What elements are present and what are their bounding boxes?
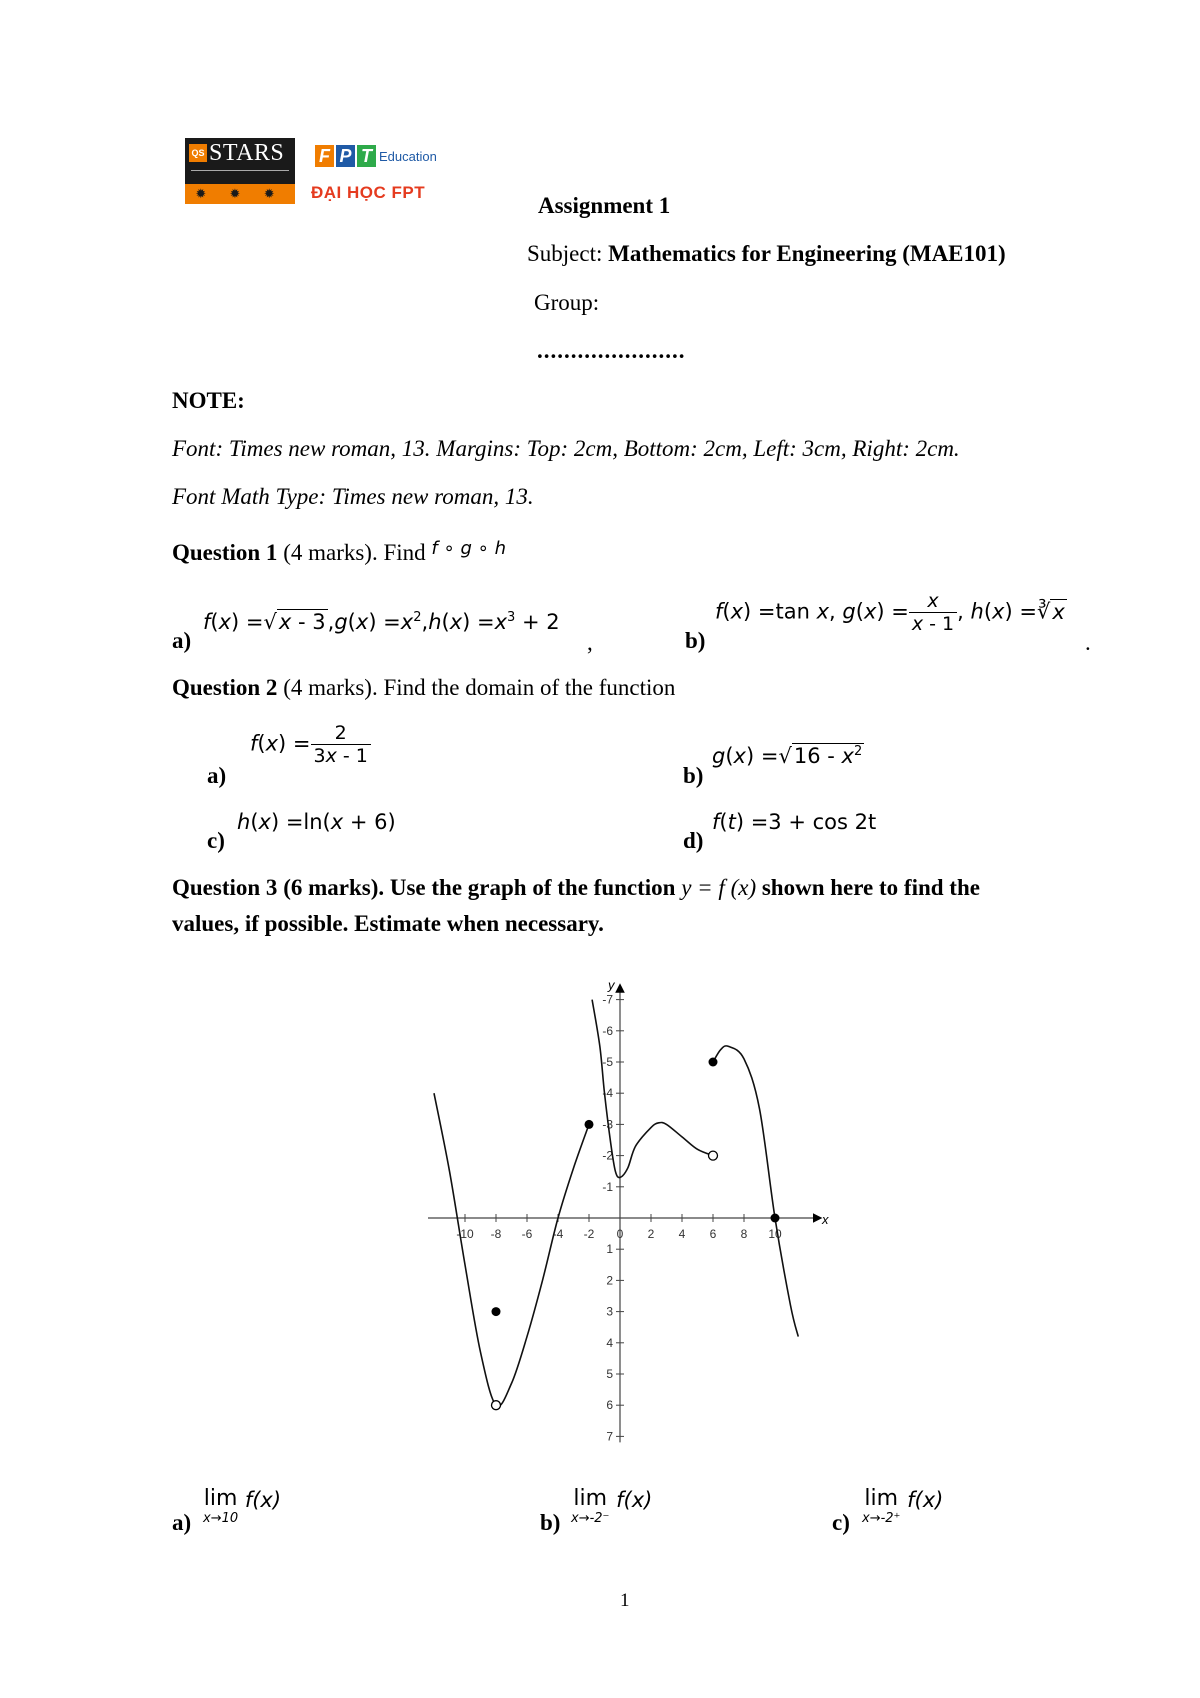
q3-c-label: c) [832, 1510, 850, 1535]
q3-c-limit: lim x→-2⁺ f(x) [862, 1486, 944, 1526]
y-tick-label: 5 [606, 1367, 613, 1381]
x-tick-label: 4 [678, 1227, 686, 1241]
y-axis-label: y [608, 977, 615, 993]
y-tick-label: 7 [606, 1429, 613, 1444]
fpt-education-label: Education [379, 149, 437, 164]
fpt-education-logo [311, 145, 455, 205]
qs-stars-logo [185, 138, 295, 204]
x-tick-label: -10 [456, 1227, 474, 1241]
q2-a-function: f(x) = $\frac{2}{3x - 1}$ [250, 722, 371, 767]
y-tick-label: -6 [602, 1023, 613, 1038]
stars-wordmark: STARS [209, 140, 285, 166]
open-point [492, 1401, 501, 1410]
composition-expr: f ∘ g ∘ h [431, 538, 506, 559]
x-tick-label: -8 [490, 1227, 502, 1241]
y-tick-label: -4 [602, 1086, 613, 1101]
q3-a-limit: lim x→10 f(x) [203, 1486, 282, 1526]
q2-c-label: c) [207, 828, 225, 853]
closed-point [709, 1058, 718, 1067]
q1-a-comma: , [587, 630, 593, 655]
q1-b-period: . [1085, 630, 1091, 655]
closed-point [492, 1307, 501, 1316]
fpt-letter-f: F [315, 145, 334, 167]
q1-a-label: a) [172, 628, 192, 653]
q3-a-label: a) [172, 1510, 192, 1535]
open-point [709, 1151, 718, 1160]
subject-value: Mathematics for Engineering (MAE101) [608, 241, 1006, 266]
page-number: 1 [620, 1590, 630, 1611]
stars-rating: ✹ ✹ ✹ [185, 184, 295, 204]
fpt-university-label: ĐẠI HỌC FPT [311, 183, 426, 202]
x-tick-label: 8 [740, 1227, 748, 1241]
function-graph [400, 960, 840, 1460]
question-2-heading: Question 2 (4 marks). Find the domain of the function [172, 675, 676, 700]
x-tick-label: -6 [521, 1227, 533, 1241]
note-heading: NOTE: [172, 388, 245, 413]
q3-b-label: b) [540, 1510, 561, 1535]
group-label: Group: [534, 290, 600, 315]
qs-badge: QS [189, 144, 207, 162]
y-tick-label: -5 [602, 1055, 613, 1069]
note-line-2: Font Math Type: Times new roman, 13. [172, 484, 534, 509]
question-1-heading: Question 1 (4 marks). Find $^{f \circ g \circ h}$ [172, 538, 506, 565]
fpt-letter-t: T [357, 145, 376, 167]
y-tick-label: -2 [602, 1148, 613, 1163]
x-tick-label: -4 [552, 1227, 564, 1241]
function-curve [713, 1046, 798, 1337]
y-tick-label: -3 [602, 1117, 613, 1132]
q2-d-function: f(t) =3 + cos 2t [712, 810, 877, 834]
x-tick-label: 10 [768, 1227, 782, 1241]
function-curve [434, 1093, 589, 1406]
x-tick-label: 6 [709, 1227, 717, 1241]
x-axis-label: x [822, 1212, 829, 1227]
x-tick-label: 2 [647, 1227, 655, 1241]
subject-line: Subject: Mathematics for Engineering (MAE101) [527, 241, 1006, 266]
q2-c-function: h(x) =ln(x + 6) [237, 810, 396, 834]
y-tick-label: 6 [606, 1398, 613, 1413]
function-notation: y = f (x) [681, 875, 757, 900]
y-tick-label: 4 [606, 1335, 613, 1350]
q2-b-label: b) [683, 763, 704, 788]
q1-a-functions: $f(x) =√x - 3,g(x) =x^2,h(x) =x^3 + 2$ [203, 610, 560, 634]
note-line-1: Font: Times new roman, 13. Margins: Top: 2cm, Bottom: 2cm, Left: 3cm, Right: 2cm. [172, 436, 960, 461]
y-tick-label: -1 [602, 1179, 613, 1194]
q2-b-function: $g(x) =√16 - x^2$ [712, 744, 863, 768]
q2-d-label: d) [683, 828, 704, 853]
fpt-letter-p: P [336, 145, 355, 167]
question-3-line-2: values, if possible. Estimate when necessary. [172, 911, 604, 936]
question-3-heading: Question 3 (6 marks). Use the graph of the function y = f (x) shown here to find the [172, 875, 980, 900]
y-tick-label: 1 [606, 1242, 613, 1257]
closed-point [585, 1120, 594, 1129]
group-blank: ...................... [537, 338, 686, 363]
y-tick-label: -7 [602, 992, 613, 1007]
assignment-title: Assignment 1 [538, 193, 671, 218]
q1-b-label: b) [685, 628, 706, 653]
x-tick-label: -2 [583, 1227, 595, 1241]
y-tick-label: 2 [606, 1273, 613, 1288]
q2-a-label: a) [207, 763, 227, 788]
closed-point [771, 1214, 780, 1223]
x-tick-label: 0 [616, 1227, 624, 1241]
q1-b-functions: f(x) =tan x, g(x) = $\frac{x}{x - 1}$ , h(x) =∛x [715, 590, 1065, 635]
q3-b-limit: lim x→-2⁻ f(x) [571, 1486, 653, 1526]
y-tick-label: 3 [606, 1304, 613, 1319]
